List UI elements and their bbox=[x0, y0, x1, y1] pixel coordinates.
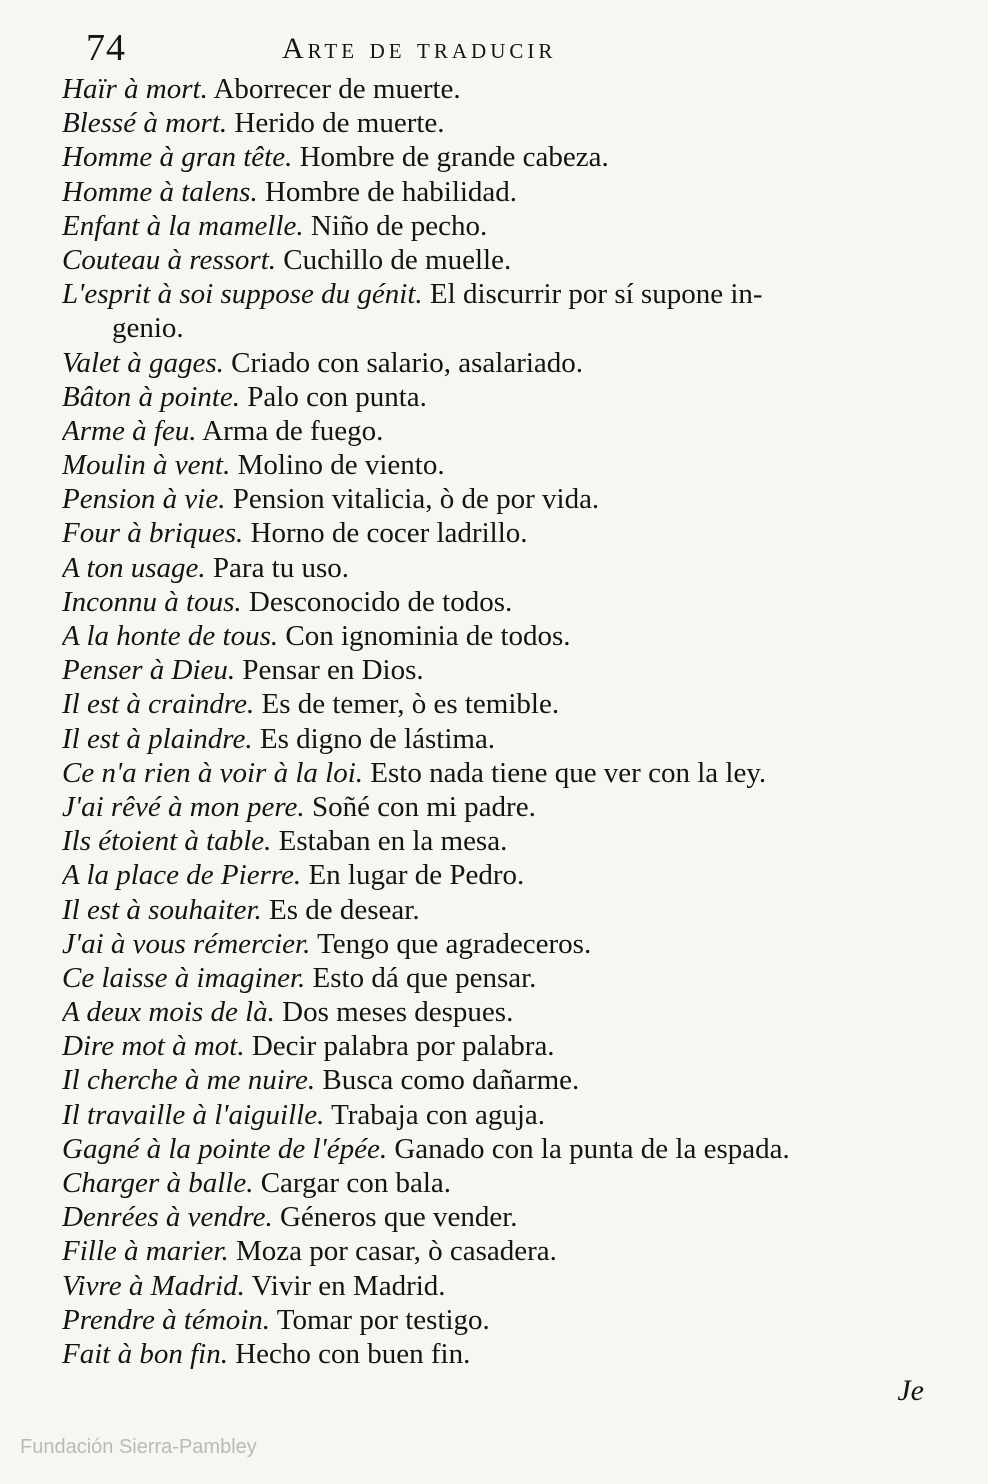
french-phrase: J'ai à vous rémercier. bbox=[62, 927, 311, 960]
phrase-entry bbox=[62, 961, 932, 995]
phrase-entry bbox=[62, 209, 932, 243]
phrase-continuation bbox=[62, 311, 932, 345]
spanish-translation: Hombre de habilidad. bbox=[264, 175, 518, 208]
phrase-entry bbox=[62, 824, 932, 858]
spanish-translation: Con ignominia de todos. bbox=[285, 620, 571, 652]
french-phrase: Bâton à pointe. bbox=[62, 380, 241, 413]
french-phrase: A ton usage. bbox=[62, 551, 206, 584]
french-phrase: Charger à balle. bbox=[62, 1167, 254, 1199]
phrase-entry bbox=[62, 687, 932, 721]
spanish-translation: Cargar con bala. bbox=[260, 1167, 452, 1199]
spanish-translation: Palo con punta. bbox=[247, 380, 427, 413]
spanish-translation: Esto nada tiene que ver con la ley. bbox=[370, 756, 767, 789]
french-phrase: Il cherche à me nuire. bbox=[62, 1064, 316, 1097]
french-phrase: Ce laisse à imaginer. bbox=[62, 961, 306, 994]
french-phrase: A deux mois de là. bbox=[62, 996, 275, 1029]
spanish-translation: Decir palabra por palabra. bbox=[251, 1030, 555, 1063]
spanish-translation: Esto dá que pensar. bbox=[312, 961, 537, 994]
french-phrase: Fille à marier. bbox=[62, 1235, 229, 1268]
phrase-entry bbox=[62, 585, 932, 619]
phrase-entry bbox=[62, 243, 932, 277]
french-phrase: Fait à bon fin. bbox=[62, 1337, 228, 1370]
spanish-translation: Ganado con la punta de la espada. bbox=[394, 1132, 790, 1165]
phrase-entry bbox=[62, 1132, 932, 1166]
phrase-entry bbox=[62, 619, 932, 653]
spanish-translation: Tengo que agradeceros. bbox=[317, 927, 592, 960]
phrase-entry bbox=[62, 516, 932, 550]
spanish-translation: Horno de cocer ladrillo. bbox=[250, 517, 528, 550]
phrase-entry bbox=[62, 1269, 932, 1303]
phrase-entry bbox=[62, 140, 932, 174]
phrase-entry bbox=[62, 346, 932, 380]
spanish-translation: genio. bbox=[112, 312, 184, 345]
running-title: Arte de traducir bbox=[282, 32, 557, 65]
spanish-translation: Criado con salario, asalariado. bbox=[231, 346, 584, 379]
spanish-translation: Aborrecer de muerte. bbox=[213, 73, 461, 105]
french-phrase: Il est à craindre. bbox=[62, 688, 255, 721]
page-number: 74 bbox=[86, 27, 126, 69]
phrase-entry bbox=[62, 414, 932, 448]
phrase-entry bbox=[62, 756, 932, 790]
phrase-entry bbox=[62, 482, 932, 516]
french-phrase: L'esprit à soi suppose du génit. bbox=[62, 278, 423, 311]
french-phrase: Moulin à vent. bbox=[62, 449, 231, 482]
spanish-translation: Vivir en Madrid. bbox=[251, 1269, 446, 1302]
french-phrase: Blessé à mort. bbox=[62, 107, 228, 140]
spanish-translation: El discurrir por sí supone in- bbox=[429, 278, 763, 311]
spanish-translation: Hecho con buen fin. bbox=[235, 1337, 471, 1370]
phrase-entry bbox=[62, 1166, 932, 1200]
french-phrase: A la honte de tous. bbox=[62, 620, 279, 652]
spanish-translation: Géneros que vender. bbox=[279, 1201, 518, 1234]
spanish-translation: Es digno de lástima. bbox=[259, 722, 496, 755]
french-phrase: Prendre à témoin. bbox=[62, 1303, 271, 1336]
french-phrase: Enfant à la mamelle. bbox=[62, 209, 304, 242]
french-phrase: Dire mot à mot. bbox=[62, 1030, 245, 1063]
phrase-entry bbox=[62, 1098, 932, 1132]
french-phrase: Denrées à vendre. bbox=[62, 1201, 273, 1234]
french-phrase: Ce n'a rien à voir à la loi. bbox=[62, 756, 364, 789]
spanish-translation: Arma de fuego. bbox=[202, 414, 384, 447]
spanish-translation: Tomar por testigo. bbox=[276, 1303, 490, 1336]
phrase-entry bbox=[62, 72, 932, 106]
catchword: Je bbox=[897, 1374, 924, 1407]
phrase-entry bbox=[62, 1200, 932, 1234]
spanish-translation: Para tu uso. bbox=[212, 551, 350, 584]
french-phrase: A la place de Pierre. bbox=[62, 859, 302, 892]
french-phrase: Pension à vie. bbox=[62, 483, 226, 516]
spanish-translation: Soñé con mi padre. bbox=[311, 790, 536, 823]
spanish-translation: Molino de viento. bbox=[237, 449, 445, 482]
french-phrase: Couteau à ressort. bbox=[62, 243, 277, 276]
french-phrase: Four à briques. bbox=[62, 517, 244, 550]
french-phrase: Gagné à la pointe de l'épée. bbox=[62, 1132, 388, 1165]
french-phrase: Il travaille à l'aiguille. bbox=[62, 1098, 325, 1131]
spanish-translation: Dos meses despues. bbox=[282, 996, 514, 1029]
phrase-entry bbox=[62, 448, 932, 482]
french-phrase: Haïr à mort. bbox=[62, 73, 208, 105]
phrase-entry bbox=[62, 893, 932, 927]
page-header bbox=[86, 26, 726, 72]
spanish-translation: Herido de muerte. bbox=[234, 107, 445, 140]
spanish-translation: Niño de pecho. bbox=[310, 209, 488, 242]
phrase-entry bbox=[62, 1063, 932, 1097]
french-phrase: Il est à souhaiter. bbox=[62, 893, 262, 926]
library-watermark: Fundación Sierra-Pambley bbox=[20, 1436, 257, 1458]
phrase-entry bbox=[62, 1234, 932, 1268]
french-phrase: Homme à gran tête. bbox=[62, 141, 293, 174]
phrase-entry bbox=[62, 551, 932, 585]
french-phrase: Ils étoient à table. bbox=[62, 825, 272, 858]
phrase-entry bbox=[62, 175, 932, 209]
french-phrase: Valet à gages. bbox=[62, 346, 224, 379]
spanish-translation: Moza por casar, ò casadera. bbox=[236, 1235, 557, 1268]
spanish-translation: Es de temer, ò es temible. bbox=[261, 688, 560, 721]
french-phrase: Homme à talens. bbox=[62, 175, 258, 208]
spanish-translation: Busca como dañarme. bbox=[322, 1064, 580, 1097]
french-phrase: Vivre à Madrid. bbox=[62, 1269, 245, 1302]
spanish-translation: Estaban en la mesa. bbox=[278, 825, 508, 858]
phrase-entry bbox=[62, 277, 932, 311]
phrase-entry bbox=[62, 1303, 932, 1337]
phrase-entry bbox=[62, 722, 932, 756]
spanish-translation: Hombre de grande cabeza. bbox=[299, 141, 609, 174]
french-phrase: Arme à feu. bbox=[62, 414, 197, 447]
phrase-entry bbox=[62, 1029, 932, 1063]
phrase-entry bbox=[62, 927, 932, 961]
spanish-translation: Pension vitalicia, ò de por vida. bbox=[232, 483, 600, 516]
french-phrase: J'ai rêvé à mon pere. bbox=[62, 790, 305, 823]
phrase-entry bbox=[62, 858, 932, 892]
spanish-translation: Es de desear. bbox=[269, 893, 420, 926]
phrase-entry bbox=[62, 380, 932, 414]
spanish-translation: Cuchillo de muelle. bbox=[283, 243, 512, 276]
phrase-list bbox=[62, 72, 932, 1371]
spanish-translation: Trabaja con aguja. bbox=[331, 1098, 546, 1131]
phrase-entry bbox=[62, 995, 932, 1029]
spanish-translation: En lugar de Pedro. bbox=[308, 859, 525, 892]
phrase-entry bbox=[62, 1337, 932, 1371]
french-phrase: Inconnu à tous. bbox=[62, 585, 242, 618]
spanish-translation: Desconocido de todos. bbox=[248, 585, 513, 618]
phrase-entry bbox=[62, 653, 932, 687]
spanish-translation: Pensar en Dios. bbox=[242, 654, 424, 687]
french-phrase: Penser à Dieu. bbox=[62, 654, 236, 687]
french-phrase: Il est à plaindre. bbox=[62, 722, 253, 755]
phrase-entry bbox=[62, 106, 932, 140]
phrase-entry bbox=[62, 790, 932, 824]
